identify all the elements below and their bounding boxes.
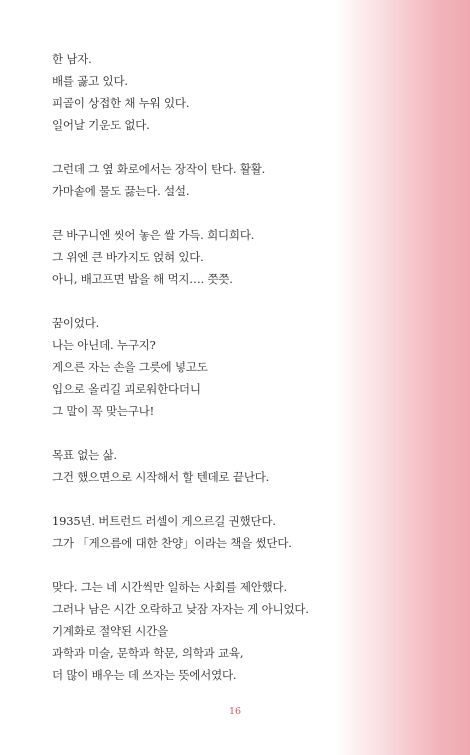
poem-line: 1935년. 버트런드 러셀이 게으르길 권했단다. <box>52 514 276 528</box>
poem-line: 큰 바구니엔 씻어 놓은 쌀 가득. 희디희다. <box>52 228 255 242</box>
stanza-2 <box>52 158 382 202</box>
poem-line: 꿈이었다. <box>52 316 100 330</box>
poem-line: 그 위엔 큰 바가지도 얹혀 있다. <box>52 250 204 264</box>
poem-line: 그런데 그 옆 화로에서는 장작이 탄다. 활활. <box>52 162 266 176</box>
poem-line: 입으로 올리길 괴로워한다더니 <box>52 382 201 396</box>
poem-body <box>52 48 382 708</box>
page-number: 16 <box>228 706 242 717</box>
stanza-1 <box>52 48 382 136</box>
poem-line: 그러나 남은 시간 오락하고 낮잠 자자는 게 아니었다. <box>52 602 309 616</box>
poem-line: 그가 「게으름에 대한 찬양」이라는 책을 썼단다. <box>52 536 292 550</box>
poem-line: 과학과 미술, 문학과 학문, 의학과 교육, <box>52 646 244 660</box>
stanza-3 <box>52 224 382 290</box>
poem-line: 피골이 상접한 채 누워 있다. <box>52 96 190 110</box>
poem-line: 일어날 기운도 없다. <box>52 118 150 132</box>
poem-line: 한 남자. <box>52 52 92 66</box>
poem-line: 그건 했으면으로 시작해서 할 텐데로 끝난다. <box>52 470 270 484</box>
stanza-6 <box>52 510 382 554</box>
stanza-7 <box>52 576 382 686</box>
poem-line: 기계화로 절약된 시간을 <box>52 624 168 638</box>
poem-line: 아니, 배고프면 밥을 해 먹지…. 쯧쯧. <box>52 272 233 286</box>
poem-line: 가마솥에 물도 끓는다. 설설. <box>52 184 190 198</box>
poem-line: 그 말이 꼭 맞는구나! <box>52 404 155 418</box>
poem-line: 목표 없는 삶. <box>52 448 117 462</box>
poem-line: 더 많이 배우는 데 쓰자는 뜻에서였다. <box>52 668 237 682</box>
stanza-4 <box>52 312 382 422</box>
poem-line: 맞다. 그는 네 시간씩만 일하는 사회를 제안했다. <box>52 580 287 594</box>
poem-line: 배를 곯고 있다. <box>52 74 128 88</box>
stanza-5 <box>52 444 382 488</box>
poem-line: 나는 아닌데. 누구지? <box>52 338 156 352</box>
poem-line: 게으른 자는 손을 그릇에 넣고도 <box>52 360 208 374</box>
